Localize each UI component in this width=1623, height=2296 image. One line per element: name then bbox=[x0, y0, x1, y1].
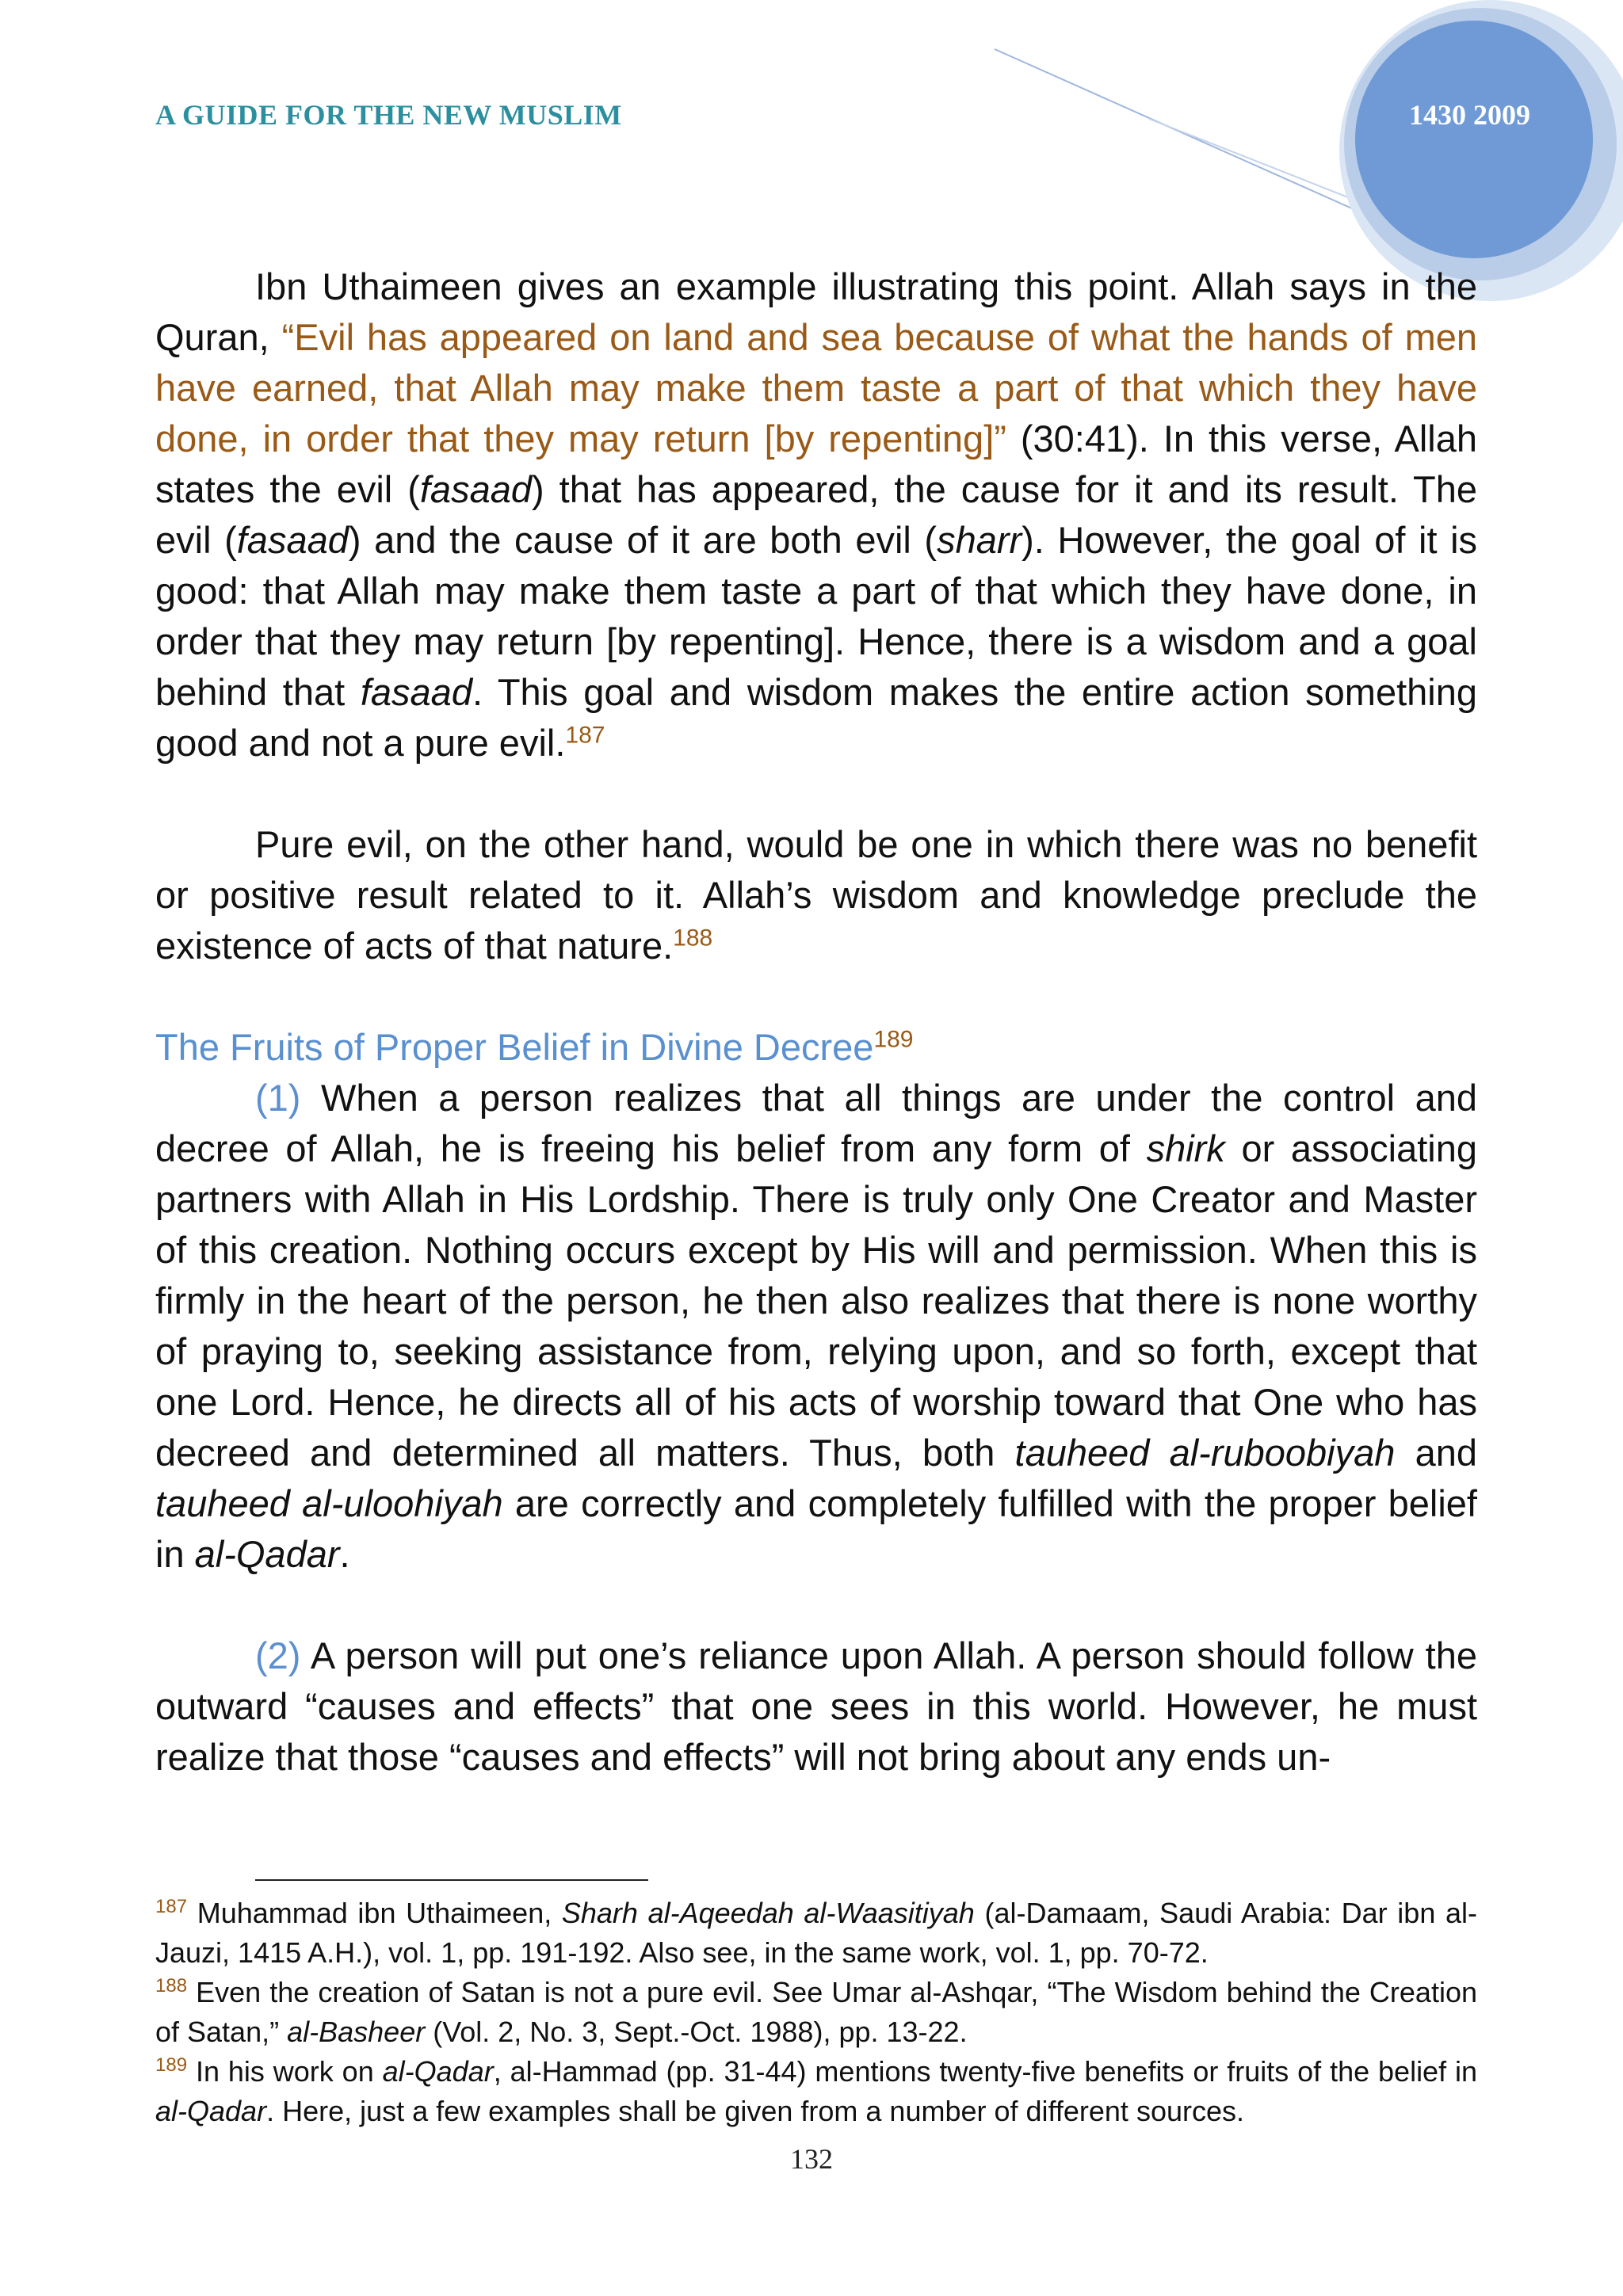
main-content bbox=[155, 261, 1477, 1783]
quran-quote: “Evil has appeared on land and sea because of what the hands of men have earned, that Allah may make them taste a part of that which they have done, in order that they may return [by repenting]” bbox=[155, 316, 1477, 460]
footnote-ref-187[interactable]: 187 bbox=[565, 722, 605, 749]
footnote-188: $^{188}$ Even the creation of Satan is not a pure evil. See Umar al-Ashqar, “The Wisdom behind the Creation of Satan,” al-Basheer (Vol. 2, No. 3, Sept.-Oct. 1988), pp. 13-22. bbox=[155, 1975, 1477, 2048]
paragraph-1: Ibn Uthaimeen gives an example illustrating this point. Allah says in the Quran, “Evil has appeared on land and sea because of what the hands of men have earned, that Allah may make them taste a part of that which they have done, in order that they may return [by repenting]” (30:41). In this verse, Allah states the evil (fasaad) that has appeared, the cause for it and its result. The evil (fasaad) and the cause of it are both evil (sharr). However, the goal of it is good: that Allah may make them taste a part of that which they have done, in order that they may return [by repenting]. Hence, there is a wisdom and a goal behind that fasaad. This goal and wisdom makes the entire action something good and not a pure evil.$^{187}$ bbox=[155, 265, 1478, 764]
header-year: 1430 2009 bbox=[1409, 99, 1530, 131]
section-heading: The Fruits of Proper Belief in Divine Decree$^{189}$ bbox=[155, 1026, 914, 1068]
footnotes bbox=[155, 1894, 1477, 2131]
item-number-1: (1) bbox=[255, 1077, 301, 1119]
footnote-ref-188[interactable]: 188 bbox=[673, 925, 713, 952]
footnote-189: $^{189}$ In his work on al-Qadar, al-Hammad (pp. 31-44) mentions twenty-five benefits or fruits of the belief in al-Qadar. Here, just a few examples shall be given from a number of different sources. bbox=[155, 2054, 1478, 2127]
paragraph-4: (2) A person will put one’s reliance upon Allah. A person should follow the outward “causes and effects” that one sees in this world. However, he must realize that those “causes and effects” will not bring about any ends un- bbox=[155, 1634, 1477, 1778]
footnote-187: $^{187}$ Muhammad ibn Uthaimeen, Sharh al-Aqeedah al-Waasitiyah (al-Damaam, Saudi Arabia: Dar ibn al-Jauzi, 1415 A.H.), vol. 1, pp. 191-192. Also see, in the same work, vol. 1, pp. 70-72. bbox=[155, 1896, 1477, 1969]
page-number: 132 bbox=[790, 2143, 833, 2175]
footnote-ref-189[interactable]: 189 bbox=[873, 1026, 914, 1053]
footnote-separator bbox=[255, 1879, 648, 1881]
header-title: A GUIDE FOR THE NEW MUSLIM bbox=[155, 99, 622, 131]
paragraph-3: (1) When a person realizes that all things are under the control and decree of Allah, he is freeing his belief from any form of shirk or associating partners with Allah in His Lordship. There is truly only One Creator and Master of this creation. Nothing occurs except by His will and permission. When this is firmly in the heart of the person, he then also realizes that there is none worthy of praying to, seeking assistance from, relying upon, and so forth, except that one Lord. Hence, he directs all of his acts of worship toward that One who has decreed and determined all matters. Thus, both tauheed al-ruboobiyah and tauheed al-uloohiyah are correctly and completely fulfilled with the proper belief in al-Qadar. bbox=[155, 1077, 1477, 1575]
item-number-2: (2) bbox=[255, 1634, 301, 1676]
paragraph-2: Pure evil, on the other hand, would be one in which there was no benefit or positive result related to it. Allah’s wisdom and knowledge preclude the existence of acts of that nature.$^{188}$ bbox=[155, 823, 1477, 967]
